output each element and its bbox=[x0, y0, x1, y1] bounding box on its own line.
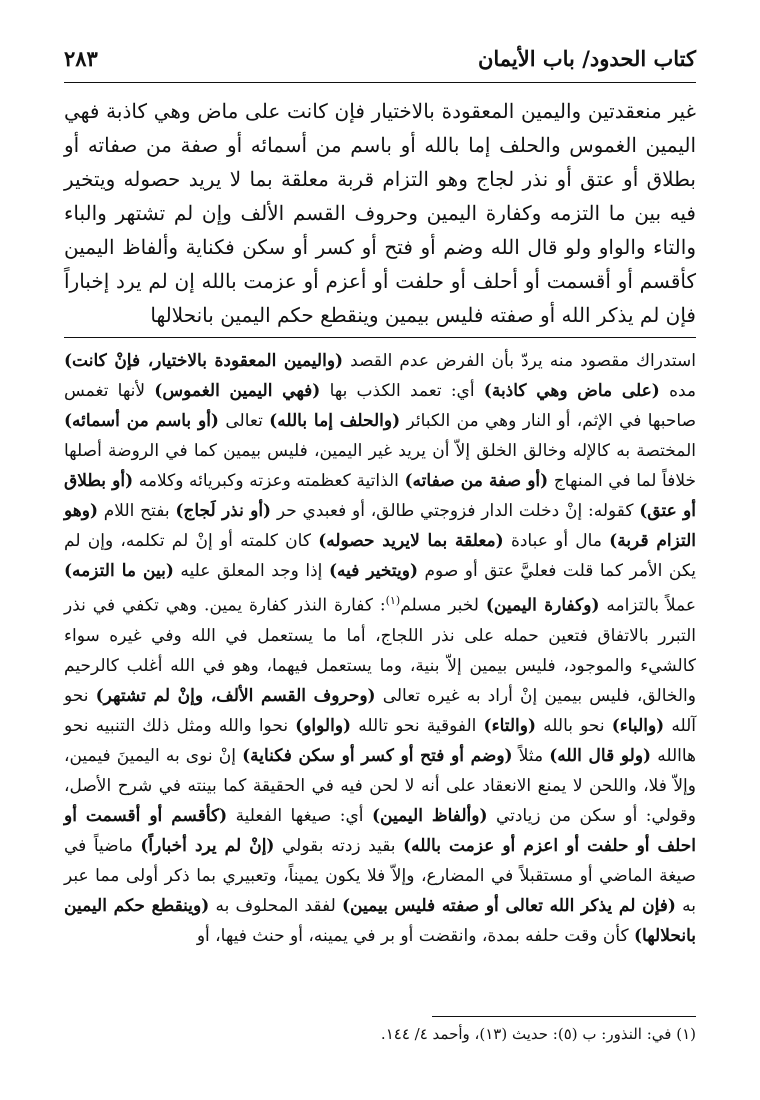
quoted-matn-segment: (فإن لم يذكر الله تعالى أو صفته فليس بيمين) bbox=[342, 895, 676, 916]
commentary-segment: أي: صيغها الفعلية bbox=[227, 805, 372, 826]
commentary-segment: نحوا والله ومثل ذلك التنبيه نحو هاالله bbox=[64, 715, 696, 766]
commentary-block bbox=[64, 346, 696, 951]
commentary-segment: استدراك مقصود منه يردّ بأن الفرض عدم القصد bbox=[343, 351, 696, 371]
footnote-marker: (١) bbox=[385, 594, 401, 607]
quoted-matn-segment: (والواو) bbox=[295, 715, 352, 736]
header-rule bbox=[64, 82, 696, 83]
quoted-matn-segment: (أو صفة من صفاته) bbox=[404, 471, 549, 491]
quoted-matn-segment: (كأقسم أو أقسمت أو احلف أو حلفت أو اعزم أو عزمت بالله) bbox=[64, 805, 697, 856]
quoted-matn-segment: (معلقة بما لايريد حصوله) bbox=[318, 531, 504, 551]
commentary-segment: المختصة به كالإله وخالق الخلق إلاّ أن يريد غير اليمين، فليس بيمين كما في الروضة أصلها خلافاً لما في المنهاج bbox=[64, 441, 696, 491]
commentary-segment: لفقد المحلوف به bbox=[209, 895, 343, 916]
commentary-segment: مده bbox=[659, 381, 696, 401]
running-title: كتاب الحدود/ باب الأيمان bbox=[477, 46, 696, 71]
quoted-matn-segment: (والباء) bbox=[611, 715, 665, 736]
commentary-segment: إنْ نوى به اليمينَ فيمين، وإلاّ فلا، واللحن لا يمنع الانعقاد على أنه لا لحن فيه في الحقيقة كما بينته في شرح الأصل، وقولي: أو سكن من زيادتي bbox=[64, 745, 696, 826]
quoted-matn-segment: (وهو التزام قربة) bbox=[64, 501, 696, 551]
commentary-segment: عملاً بالتزامه bbox=[599, 595, 697, 616]
quoted-matn-segment: (وحروف القسم الألف، وإنْ لم تشتهر) bbox=[95, 685, 376, 706]
quoted-matn-segment: (وألفاظ اليمين) bbox=[371, 805, 488, 826]
page-header bbox=[64, 40, 696, 84]
commentary-segment: مال أو عبادة bbox=[503, 531, 610, 551]
commentary-segment: أي: تعمد الكذب بها bbox=[320, 381, 484, 401]
page-number: ٢٨٣ bbox=[64, 46, 98, 71]
quoted-matn-segment: (ويتخير فيه) bbox=[328, 561, 418, 581]
commentary-segment: ماضياً في صيغة الماضي أو مستقبلاً في المضارع، وإلاّ فلا يكون يميناً، وتعبيري بما ذكر أولى مما عبر به bbox=[64, 835, 696, 916]
quoted-matn-segment: (بين ما التزمه) bbox=[64, 561, 174, 581]
commentary-segment: بقيد زدته بقولي bbox=[274, 835, 404, 856]
main-text-block bbox=[64, 94, 696, 332]
commentary-segment: الذاتية كعظمته وعزته وكبريائه وكلامه bbox=[133, 471, 405, 491]
commentary-segment: تعالى bbox=[218, 411, 270, 431]
quoted-matn-segment: (أو بطلاق أو عتق) bbox=[64, 471, 696, 521]
commentary-segment: مثلاً bbox=[512, 745, 550, 766]
main-text: غير منعقدتين واليمين المعقودة بالاختيار فإن كانت على ماض وهي كاذبة فهي اليمين الغموس والحلف إما بالله أو باسم من أسمائه أو صفة من صفاته أو بطلاق أو عتق أو نذر لجاج وهو التزام قربة معلقة بما لا يريد حصوله ويتخير فيه بين ما التزمه وكفارة اليمين وحروف القسم الألف وإن لم تشتهر والباء والتاء والواو ولو قال الله وضم أو فتح أو كسر أو سكن فكناية وألفاظ اليمين كأقسم أو أقسمت أو أحلف أو حلفت أو أعزم أو عزمت بالله إن لم يرد إخباراً فإن لم يذكر الله أو صفته فليس بيمين وينقطع حكم اليمين بانحلالها bbox=[64, 99, 696, 327]
commentary-segment: إذا وجد المعلق عليه bbox=[173, 561, 329, 581]
quoted-matn-segment: (فهي اليمين الغموس) bbox=[154, 381, 321, 401]
commentary-segment: كان كلمته أو إنْ لم تكلمه، وإن لم يكن الأمر كما قلت فعليَّ عتق أو صوم bbox=[64, 531, 696, 581]
commentary-segment: لخبر مسلم bbox=[400, 595, 486, 616]
quoted-matn-segment: (أو نذر لَجاج) bbox=[175, 501, 272, 521]
quoted-matn-segment: (واليمين المعقودة بالاختيار، فإنْ كانت) bbox=[64, 351, 344, 371]
quoted-matn-segment: (والحلف إما بالله) bbox=[269, 411, 401, 431]
commentary-segment: بفتح اللام bbox=[98, 501, 176, 521]
commentary-segment: نحو آلله bbox=[64, 685, 696, 736]
quoted-matn-segment: (وينقطع حكم اليمين بانحلالها) bbox=[64, 895, 696, 946]
quoted-matn-segment: (أو باسم من أسمائه) bbox=[64, 411, 219, 431]
footnote: (١) في: النذور: ب (٥): حديث (١٣)، وأحمد ٤/ ١٤٤. bbox=[380, 1025, 696, 1043]
commentary-segment: كقوله: إنْ دخلت الدار فزوجتي طالق، أو فعبدي حر bbox=[271, 501, 640, 521]
quoted-matn-segment: (إنْ لم يرد أخباراً) bbox=[140, 835, 275, 856]
quoted-matn-segment: (وضم أو فتح أو كسر أو سكن فكناية) bbox=[242, 745, 513, 766]
commentary-segment: الفوقية نحو تالله bbox=[351, 715, 484, 736]
commentary-segment: لأنها تغمس صاحبها في الإثم، أو النار وهي من الكبائر bbox=[64, 381, 697, 431]
quoted-matn-segment: (ولو قال الله) bbox=[549, 745, 652, 766]
commentary-segment: كأن وقت حلفه بمدة، وانقضت أو بر في يمينه، أو حنث فيها، أو bbox=[196, 925, 634, 946]
quoted-matn-segment: (على ماض وهي كاذبة) bbox=[483, 381, 660, 401]
quoted-matn-segment: (وكفارة اليمين) bbox=[485, 595, 600, 616]
commentary-segment: نحو بالله bbox=[536, 715, 612, 736]
commentary-text bbox=[64, 346, 696, 951]
quoted-matn-segment: (والتاء) bbox=[483, 715, 537, 736]
separator-rule bbox=[64, 337, 696, 338]
commentary-segment: : كفارة النذر كفارة يمين. وهي تكفي في نذر التبرر بالاتفاق فتعين حمله على نذر اللجاج، أما ما يستعمل في الله وفي غيره سواء كالشيء والموجود، فليس بيمين إلاّ بنية، وما يستعمل فيهما، وهو في الله أغلب كالرحيم والخالق، فليس بيمين إنْ أراد به غيره تعالى bbox=[64, 595, 696, 706]
footnote-rule bbox=[432, 1016, 696, 1017]
